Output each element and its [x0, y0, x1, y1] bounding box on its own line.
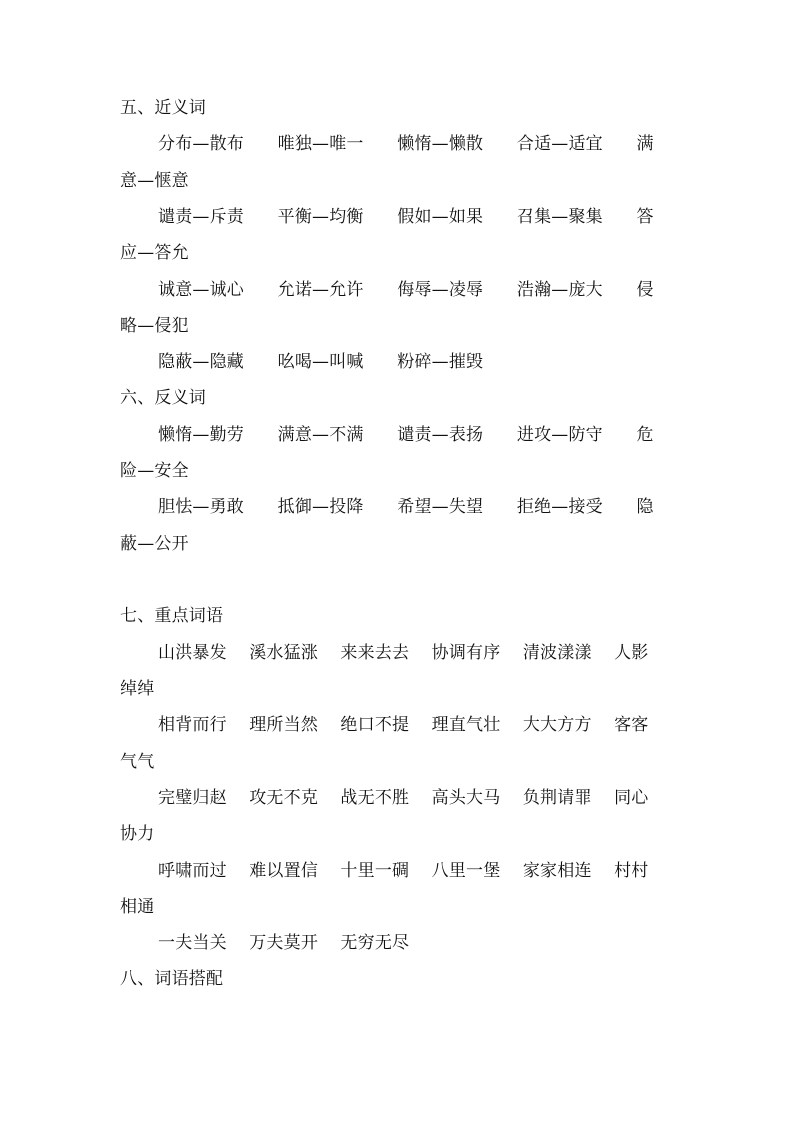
- section-heading-synonyms: 五、近义词: [120, 98, 206, 118]
- synonym-line: 意—惬意: [120, 171, 189, 191]
- phrase-line: 山洪暴发 溪水猛涨 来来去去 协调有序 清波漾漾 人影: [158, 643, 649, 663]
- phrase-line: 完璧归赵 攻无不克 战无不胜 高头大马 负荆请罪 同心: [158, 788, 649, 808]
- section-heading-word-collocation: 八、词语搭配: [120, 969, 224, 989]
- section-heading-antonyms: 六、反义词: [120, 388, 206, 408]
- phrase-line: 相通: [120, 897, 155, 917]
- phrase-line: 气气: [120, 752, 155, 772]
- phrase-line: 呼啸而过 难以置信 十里一碉 八里一堡 家家相连 村村: [158, 861, 649, 881]
- phrase-line: 一夫当关 万夫莫开 无穷无尽: [158, 933, 410, 953]
- antonym-line: 险—安全: [120, 461, 189, 481]
- synonym-line: 谴责—斥责 平衡—均衡 假如—如果 召集—聚集 答: [158, 207, 654, 227]
- antonym-line: 懒惰—勤劳 满意—不满 谴责—表扬 进攻—防守 危: [158, 425, 654, 445]
- phrase-line: 绰绰: [120, 679, 155, 699]
- phrase-line: 相背而行 理所当然 绝口不提 理直气壮 大大方方 客客: [158, 715, 649, 735]
- antonym-line: 蔽—公开: [120, 534, 189, 554]
- antonym-line: 胆怯—勇敢 抵御—投降 希望—失望 拒绝—接受 隐: [158, 497, 654, 517]
- synonym-line: 应—答允: [120, 243, 189, 263]
- synonym-line: 诚意—诚心 允诺—允许 侮辱—凌辱 浩瀚—庞大 侵: [158, 280, 654, 300]
- phrase-line: 协力: [120, 824, 155, 844]
- synonym-line: 略—侵犯: [120, 316, 189, 336]
- section-heading-key-phrases: 七、重点词语: [120, 606, 224, 626]
- synonym-line: 隐蔽—隐藏 吆喝—叫喊 粉碎—摧毁: [158, 352, 484, 372]
- synonym-line: 分布—散布 唯独—唯一 懒惰—懒散 合适—适宜 满: [158, 134, 654, 154]
